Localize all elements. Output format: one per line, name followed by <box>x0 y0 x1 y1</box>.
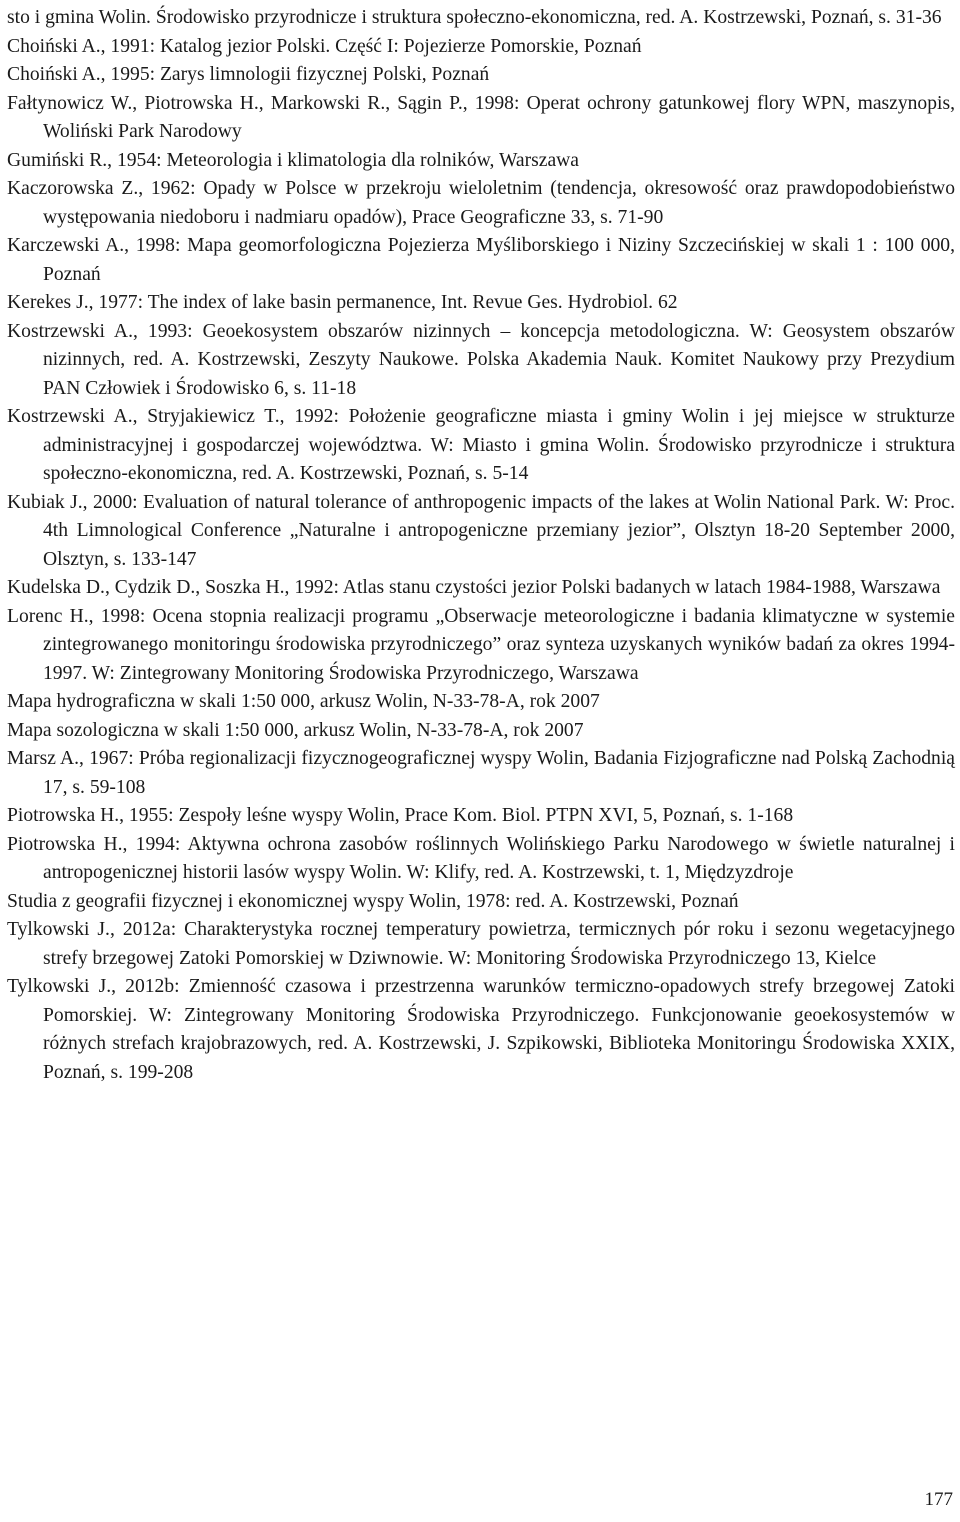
reference-entry: Mapa sozologiczna w skali 1:50 000, arkusz Wolin, N-33-78-A, rok 2007 <box>7 719 584 741</box>
reference-entry: Piotrowska H., 1955: Zespoły leśne wyspy Wolin, Prace Kom. Biol. PTPN XVI, 5, Poznań, s. 1-168 <box>7 805 794 826</box>
bibliography-list <box>7 4 955 1087</box>
page-number: 177 <box>924 1489 953 1510</box>
reference-entry: Studia z geografii fizycznej i ekonomicznej wyspy Wolin, 1978: red. A. Kostrzewski, Poznań <box>7 890 739 912</box>
reference-entry: Kostrzewski A., Stryjakiewicz T., 1992: Położenie geograficzne miasta i gminy Wolin i jej miejsce w strukturze administracyjnej i gospodarczej województwa. W: Miasto i gmina Wolin. Środowisko przyrodnicze i struktura społeczno-ekonomiczna, red. A. Kostrzewski, Poznań, s. 5-14 <box>7 406 955 484</box>
reference-entry: Kaczorowska Z., 1962: Opady w Polsce w przekroju wieloletnim (tendencja, okresowość oraz prawdopodobieństwo występowania niedoboru i nadmiaru opadów), Prace Geograficzne 33, s. 71-90 <box>7 178 955 228</box>
reference-entry: Kostrzewski A., 1993: Geoekosystem obszarów nizinnych – koncepcja metodologiczna. W: Geosystem obszarów nizinnych, red. A. Kostrzewski, Zeszyty Naukowe. Polska Akademia Nauk. Komitet Naukowy przy Prezydium PAN Człowiek i Środowisko 6, s. 11-18 <box>7 320 955 399</box>
reference-entry: Choiński A., 1995: Zarys limnologii fizycznej Polski, Poznań <box>7 64 490 85</box>
reference-entry: Tylkowski J., 2012a: Charakterystyka rocznej temperatury powietrza, termicznych pór roku i sezonu wegetacyjnego strefy brzegowej Zatoki Pomorskiej w Dziwnowie. W: Monitoring Środowiska Przyrodniczego 13, Kielce <box>7 919 955 969</box>
reference-entry: Karczewski A., 1998: Mapa geomorfologiczna Pojezierza Myśliborskiego i Niziny Szczecińskiej w skali 1 : 100 000, Poznań <box>7 235 955 285</box>
reference-entry: Tylkowski J., 2012b: Zmienność czasowa i przestrzenna warunków termiczno-opadowych strefy brzegowej Zatoki Pomorskiej. W: Zintegrowany Monitoring Środowiska Przyrodniczego. Funkcjonowanie geoekosystemów w różnych strefach krajobrazowych, red. A. Kostrzewski, J. Szpikowski, Biblioteka Monitoringu Środowiska XXIX, Poznań, s. 199-208 <box>7 976 955 1083</box>
reference-entry: sto i gmina Wolin. Środowisko przyrodnicze i struktura społeczno-ekonomiczna, red. A. Kostrzewski, Poznań, s. 31-36 <box>7 7 942 28</box>
reference-entry: Piotrowska H., 1994: Aktywna ochrona zasobów roślinnych Wolińskiego Parku Narodowego w świetle naturalnej i antropogenicznej historii lasów wyspy Wolin. W: Klify, red. A. Kostrzewski, t. 1, Międzyzdroje <box>7 833 955 883</box>
reference-entry: Lorenc H., 1998: Ocena stopnia realizacji programu „Obserwacje meteorologiczne i badania klimatyczne w systemie zintegrowanego monitoringu środowiska przyrodniczego” oraz synteza uzyskanych wyników badań za okres 1994-1997. W: Zintegrowany Monitoring Środowiska Przyrodniczego, Warszawa <box>7 605 955 684</box>
reference-entry: Kudelska D., Cydzik D., Soszka H., 1992: Atlas stanu czystości jezior Polski badanych w latach 1984-1988, Warszawa <box>7 577 941 598</box>
reference-entry: Kerekes J., 1977: The index of lake basin permanence, Int. Revue Ges. Hydrobiol. 62 <box>7 292 678 313</box>
reference-entry: Mapa hydrograficzna w skali 1:50 000, arkusz Wolin, N-33-78-A, rok 2007 <box>7 691 600 712</box>
reference-entry: Kubiak J., 2000: Evaluation of natural tolerance of anthropogenic impacts of the lakes at Wolin National Park. W: Proc. 4th Limnological Conference „Naturalne i antropogeniczne przemiany jezior”, Olsztyn 18-20 September 2000, Olsztyn, s. 133-147 <box>7 491 955 570</box>
reference-entry: Choiński A., 1991: Katalog jezior Polski. Część I: Pojezierze Pomorskie, Poznań <box>7 35 642 57</box>
reference-entry: Marsz A., 1967: Próba regionalizacji fizycznogeograficznej wyspy Wolin, Badania Fizjograficzne nad Polską Zachodnią 17, s. 59-108 <box>7 748 955 798</box>
reference-entry: Fałtynowicz W., Piotrowska H., Markowski R., Sągin P., 1998: Operat ochrony gatunkowej flory WPN, maszynopis, Woliński Park Narodowy <box>7 92 955 142</box>
reference-entry: Gumiński R., 1954: Meteorologia i klimatologia dla rolników, Warszawa <box>7 149 579 171</box>
